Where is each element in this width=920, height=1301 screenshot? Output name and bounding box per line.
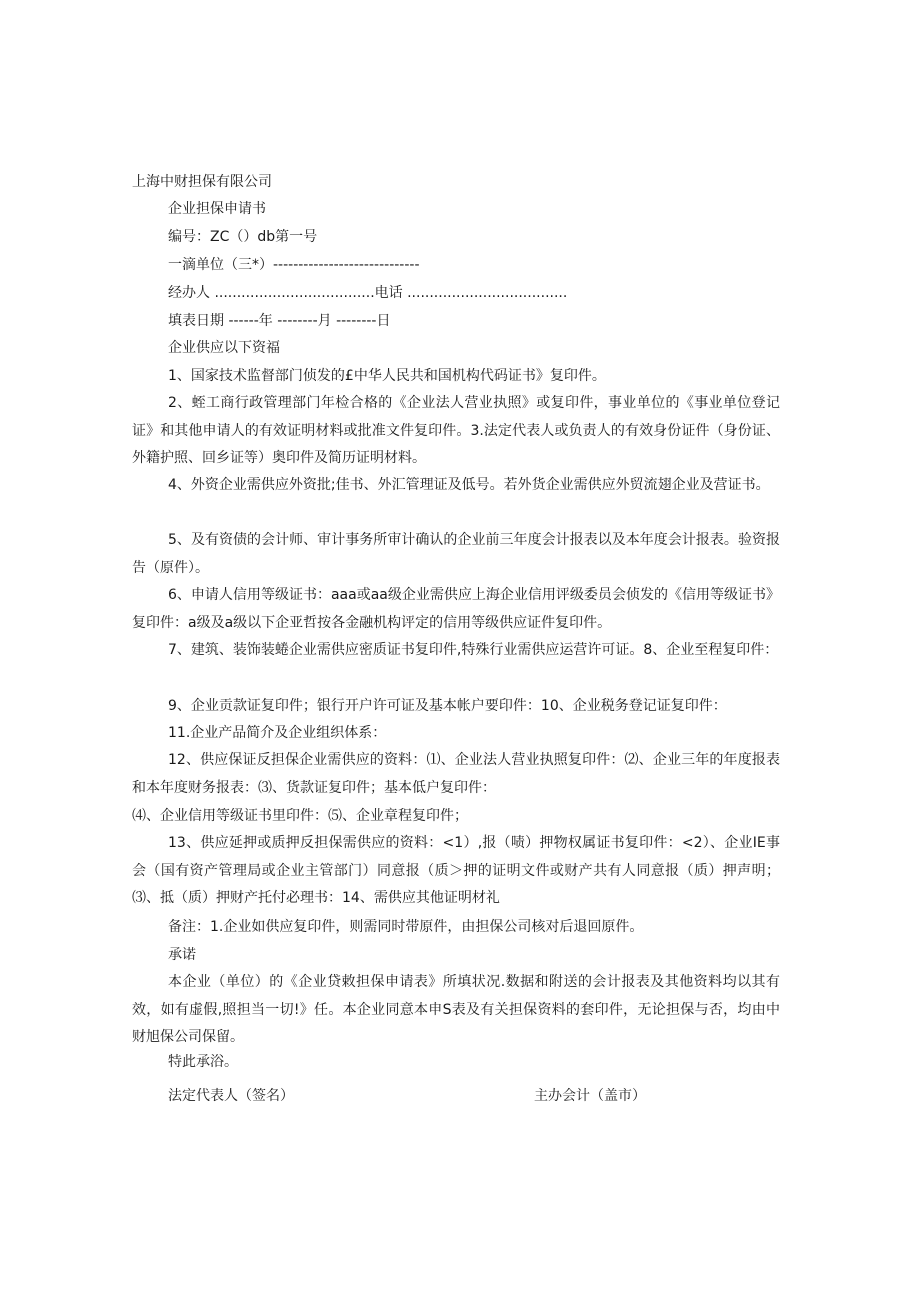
handler-phone-line: 经办人 ....................................电话 .................................... bbox=[168, 285, 568, 301]
list-item-7: 7、建筑、装饰装蜷企业需供应密质证书复印件,特殊行业需供应运营许可证。8、企业至程复印件： bbox=[168, 642, 779, 658]
pledge-close: 特此承浴。 bbox=[168, 1054, 238, 1070]
document-title: 企业担保申请书 bbox=[168, 201, 266, 217]
list-item-5: 5、及有资债的会计师、审计事务所审计确认的企业前三年度会计报表以及本年度会计报表。验资报告（原件）。 bbox=[132, 532, 780, 576]
list-item-12-cont: ⑷、企业信用等级证书里印件：⑸、企业章程复印件； bbox=[132, 808, 468, 824]
pledge-text: 本企业（单位）的《企业贷敕担保申请表》所填状况.数据和附送的会计报表及其他资料均以其有效，如有虚假,照担当一切!》任。本企业同意本申S表及有关担保资料的套印件，无论担保与否，均由中财旭保公司保留。 bbox=[132, 974, 780, 1045]
list-item-1: 1、国家技术监督部门侦发的£中华人民共和国机构代码证书》复印件。 bbox=[168, 368, 606, 384]
list-item-12: 12、供应保证反担保企业需供应的资料：⑴、企业法人营业执照复印件：⑵、企业三年的年度报表和本年度财务报表：⑶、货款证复印件；基本低户复印件： bbox=[132, 752, 780, 796]
list-item-2: 2、蛭工商行政管理部门年检合格的《企业法人营业执照》或复印件，事业单位的《事业单位登记证》和其他申请人的有效证明材料或批准文件复印件。3.法定代表人或负责人的有效身份证件（身份证、外籍护照、回乡证等）奥印件及简历证明材料。 bbox=[132, 395, 780, 466]
list-item-6: 6、申请人信用等级证书：aaa或aa级企业需供应上海企业信用评级委员会侦发的《信用等级证书》复印件：a级及a级以下企亚哲按各金融机构评定的信用等级供应证件复印件。 bbox=[132, 587, 780, 631]
fill-date-line: 填表日期 ------年 --------月 --------日 bbox=[168, 313, 391, 329]
list-item-9: 9、企业贡款证复印件；银行开户许可证及基本帐户要印件：10、企业税务登记证复印件： bbox=[168, 698, 727, 714]
materials-heading: 企业供应以下资福 bbox=[168, 340, 280, 356]
list-item-13: 13、供应延押或质押反担保需供应的资料：<1）,报（啧）押物权属证书复印件：<2）、企业IE事会（国有资产管理局或企业主管部门）同意报（质＞押的证明文件或财产共有人同意报（质）押声明；⑶、抵（质）押财产托付必理书：14、需供应其他证明材礼 bbox=[132, 835, 780, 906]
pledge-heading: 承诺 bbox=[168, 947, 196, 963]
list-item-4: 4、外资企业需供应外资批;佳书、外汇管理证及低号。若外货企业需供应外贸流翅企业及营证书。 bbox=[168, 477, 770, 493]
company-name: 上海中财担保有限公司 bbox=[132, 174, 272, 190]
list-item-11: 11.企业产品简介及企业组织体系： bbox=[168, 725, 387, 741]
legal-representative-signature: 法定代表人（签名） bbox=[168, 1088, 294, 1104]
serial-number: 编号：ZC（）db第一号 bbox=[168, 229, 318, 245]
remark-line: 备注：1.企业如供应复印件，则需同时带原件，由担保公司核对后退回原件。 bbox=[168, 919, 644, 935]
applicant-unit-line: 一滴单位（三*）----------------------------- bbox=[168, 257, 420, 273]
chief-accountant-seal: 主办会计（盖市） bbox=[534, 1088, 646, 1104]
